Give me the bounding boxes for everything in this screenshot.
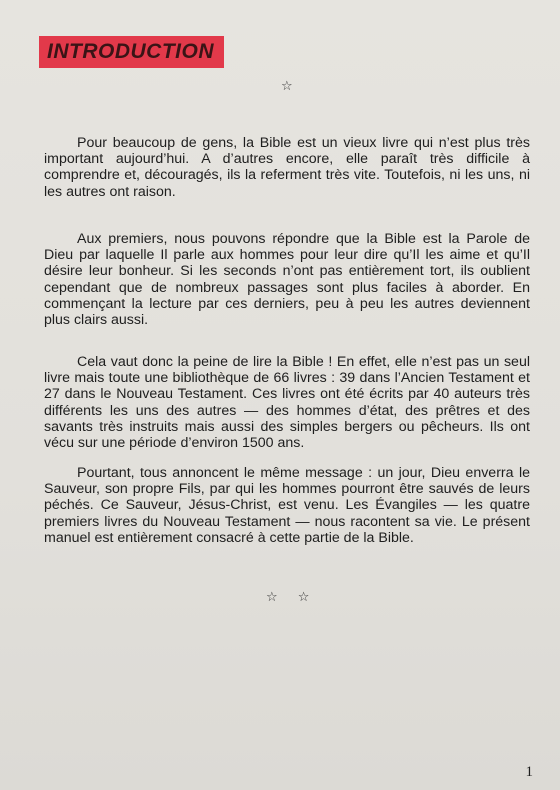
paragraph-4 bbox=[44, 465, 530, 546]
paragraph-2-text: Aux premiers, nous pouvons répondre que la Bible est la Parole de Dieu par laquelle Il parle aux hommes pour leur dire qu’Il les aime et qu’Il désire leur bonheur. Si les seconds n’ont pas entièrement tort, ils oublient cependant que de nombreux passages sont plus faciles à aborder. En commençant la lecture par ces derniers, peu à peu les autres deviennent plus clairs aussi. bbox=[44, 231, 530, 329]
paragraph-3-text: Cela vaut donc la peine de lire la Bible ! En effet, elle n’est pas un seul livre mais toute une bibliothèque de 66 livres : 39 dans l’Ancien Testament et 27 dans le Nouveau Testament. Ces livres ont été écrits par 40 auteurs très différents les uns des autres — des hommes d’état, des prêtres et des savants très instruits mais aussi des simples bergers ou pêcheurs. Ils ont vécu sur une période d’environ 1500 ans. bbox=[44, 354, 530, 452]
double-star-ornament-icon: ☆ ☆ bbox=[266, 590, 318, 605]
paragraph-3 bbox=[44, 354, 530, 451]
star-ornament-icon: ☆ bbox=[281, 79, 293, 94]
page-number: 1 bbox=[525, 764, 533, 780]
paragraph-1-text: Pour beaucoup de gens, la Bible est un vieux livre qui n’est plus très important aujourd’hui. A d’autres encore, elle paraît très difficile à comprendre et, découragés, ils la referment très vite. Toutefois, ni les uns, ni les autres ont raison. bbox=[44, 135, 530, 200]
section-title-band bbox=[39, 36, 224, 68]
paragraph-1 bbox=[44, 135, 530, 200]
paragraph-2 bbox=[44, 231, 530, 328]
section-title: INTRODUCTION bbox=[47, 40, 214, 63]
paragraph-4-text: Pourtant, tous annoncent le même message : un jour, Dieu enverra le Sauveur, son propre Fils, par qui les hommes pourront être sauvés de leurs péchés. Ce Sauveur, Jésus-Christ, est venu. Les Évangiles — les quatre premiers livres du Nouveau Testament — nous racontent sa vie. Le présent manuel est entièrement consacré à cette partie de la Bible. bbox=[44, 465, 530, 546]
